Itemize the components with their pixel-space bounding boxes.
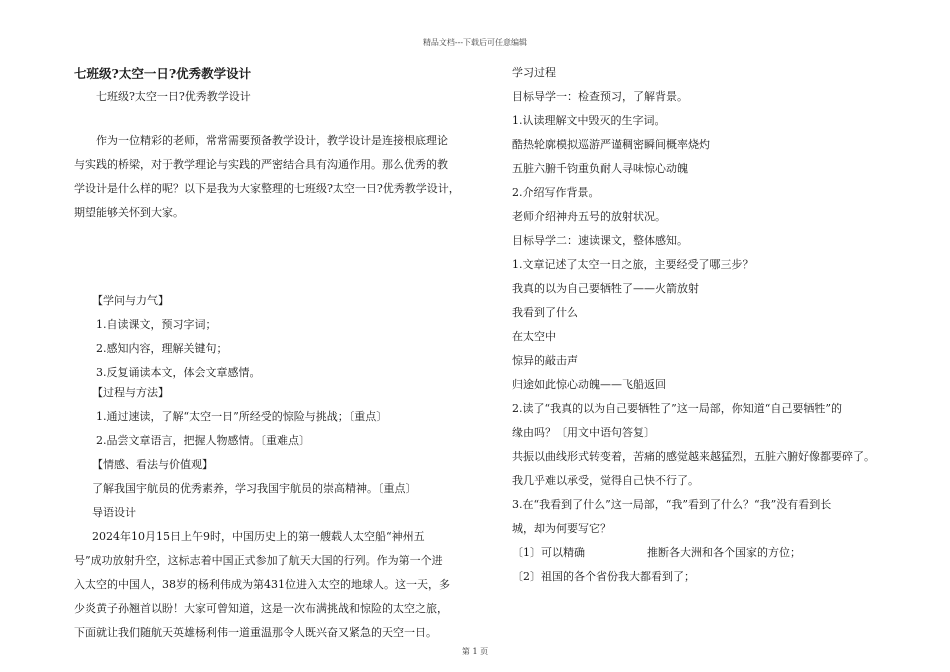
- answer-line: 我几乎难以承受，觉得自己快不行了。: [512, 474, 699, 487]
- vocabulary-line: 酷热轮廓模拟巡游严谨稠密瞬间概率烧灼: [512, 138, 710, 151]
- section-heading-values: 【情感、看法与价值观】: [92, 458, 213, 471]
- answer-fragment: 〔1〕可以精确: [512, 546, 585, 559]
- answer-line: [512, 544, 801, 560]
- document-title: 七班级?太空一日?优秀教学设计: [74, 66, 252, 81]
- answer-line: 共振以曲线形式转变着，苦痛的感觉越来越猛烈，五脏六腑好像都要碎了。: [512, 450, 875, 463]
- section-heading-process: 【过程与方法】: [92, 386, 169, 399]
- objective-item: 2.感知内容，理解关键句；: [96, 342, 228, 355]
- answer-line: 我看到了什么: [512, 306, 578, 319]
- question-line: 缘由吗？〔用文中语句答复〕: [512, 426, 655, 439]
- intro-line: 与实践的桥梁，对于教学理论与实践的严密结合具有沟通作用。那么优秀的教: [74, 158, 448, 171]
- answer-line: 惊异的敲击声: [512, 354, 578, 367]
- vocabulary-line: 五脏六腑千钧重负耐人寻味惊心动魄: [512, 162, 688, 175]
- objective-item: 3.反复诵读本文，体会文章感情。: [96, 366, 261, 379]
- lead-line: 2024年10月15日上午9时，中国历史上的第一艘载人太空船“神州五: [92, 530, 425, 543]
- intro-line: 期望能够关怀到大家。: [74, 206, 184, 219]
- answer-line: 归途如此惊心动魄——飞船返回: [512, 378, 666, 391]
- goal-heading: 目标导学二：速读课文，整体感知。: [512, 234, 688, 247]
- text-line: 老师介绍神舟五号的放射状况。: [512, 210, 666, 223]
- question-line: 1.文章记述了太空一日之旅，主要经受了哪三步？: [512, 258, 754, 271]
- page-footer: 第 1 页: [461, 647, 489, 656]
- section-heading-learning-process: 学习过程: [512, 66, 556, 79]
- objective-item: 了解我国宇航员的优秀素养，学习我国宇航员的崇高精神。〔重点〕: [92, 482, 417, 495]
- lead-line: 下面就让我们随航天英雄杨利伟一道重温那令人既兴奋又紧急的天空一日。: [74, 626, 437, 639]
- section-heading-lead: 导语设计: [92, 506, 136, 519]
- objective-item: 2.品尝文章语言，把握人物感情。〔重难点〕: [96, 434, 310, 447]
- lead-line: 号”成功放射升空，这标志着中国正式参加了航天大国的行列。作为第一个进: [74, 554, 443, 567]
- answer-line: 〔2〕祖国的各个省份我大都看到了；: [512, 570, 695, 583]
- text-line: 1.认读理解文中毁灭的生字词。: [512, 114, 666, 127]
- question-line: 城，却为何要写它？: [512, 522, 611, 535]
- lead-line: 少炎黄子孙翘首以盼！大家可曾知道，这是一次布满挑战和惊险的太空之旅，: [74, 602, 448, 615]
- answer-fragment: 推断各大洲和各个国家的方位；: [647, 546, 801, 559]
- document-subtitle: 七班级?太空一日?优秀教学设计: [96, 90, 251, 103]
- question-line: 2.读了“我真的以为自己要牺牲了”这一局部，你知道“自己要牺牲”的: [512, 402, 842, 415]
- objective-item: 1.通过速读，了解“太空一日”所经受的惊险与挑战；〔重点〕: [96, 410, 388, 423]
- page-header: 精品文档---下载后可任意编辑: [422, 38, 528, 47]
- objective-item: 1.自读课文，预习字词；: [96, 318, 217, 331]
- intro-line: 学设计是什么样的呢？以下是我为大家整理的七班级?太空一日?优秀教学设计，: [74, 182, 460, 195]
- intro-line: 作为一位精彩的老师，常常需要预备教学设计，教学设计是连接根底理论: [96, 134, 448, 147]
- question-line: 3.在“我看到了什么”这一局部，“我”看到了什么？“我”没有看到长: [512, 498, 832, 511]
- section-heading-knowledge: 【学问与力气】: [92, 294, 169, 307]
- goal-heading: 目标导学一：检查预习，了解背景。: [512, 90, 688, 103]
- answer-line: 我真的以为自己要牺牲了——火箭放射: [512, 282, 699, 295]
- lead-line: 入太空的中国人，38岁的杨利伟成为第431位进入太空的地球人。这一天，多: [74, 578, 450, 591]
- answer-line: 在太空中: [512, 330, 556, 343]
- text-line: 2.介绍写作背景。: [512, 186, 600, 199]
